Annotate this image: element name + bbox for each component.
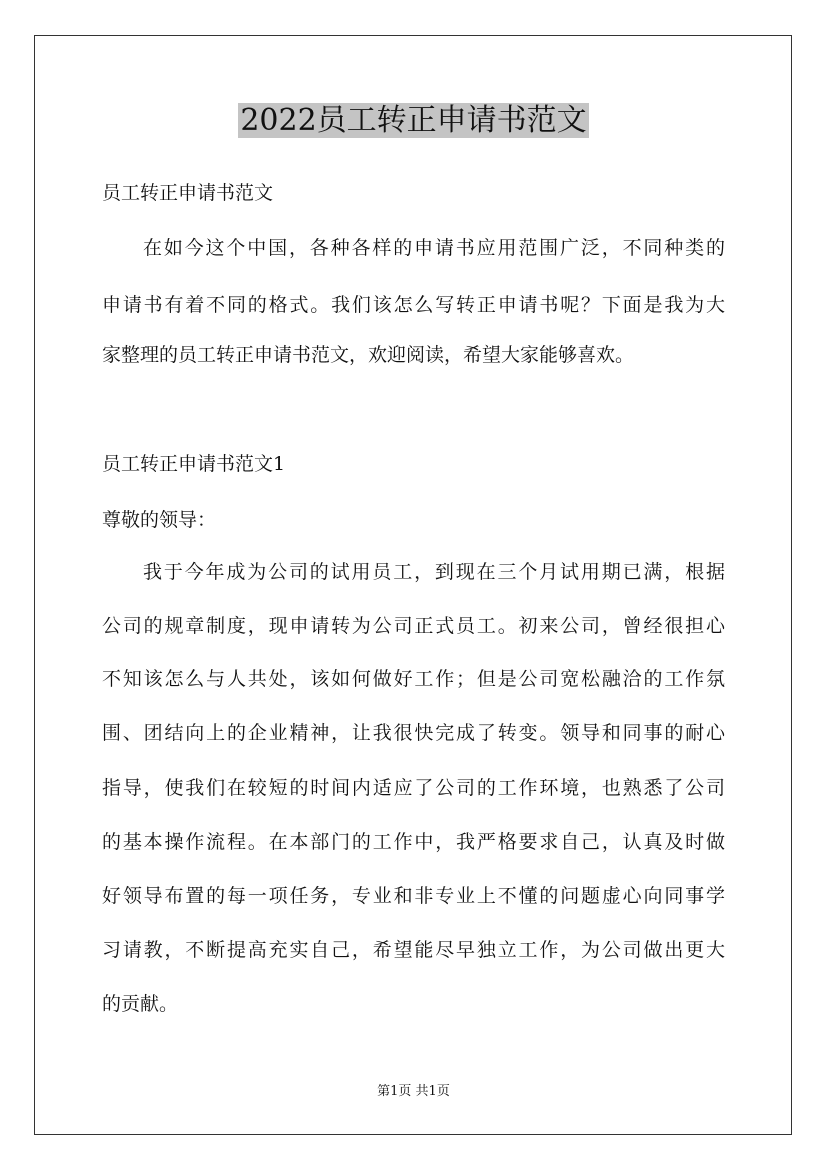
document-subtitle: 员工转正申请书范文 bbox=[102, 182, 274, 204]
document-title bbox=[0, 100, 827, 142]
salutation: 尊敬的领导： bbox=[102, 509, 217, 531]
body-line-5: 指导，使我们在较短的时间内适应了公司的工作环境，也熟悉了公司 bbox=[102, 777, 725, 799]
body-line-4: 围、团结向上的企业精神，让我很快完成了转变。领导和同事的耐心 bbox=[102, 722, 725, 744]
section-heading: 员工转正申请书范文1 bbox=[102, 453, 286, 475]
body-line-2: 公司的规章制度，现申请转为公司正式员工。初来公司，曾经很担心 bbox=[102, 615, 725, 637]
intro-line-2: 申请书有着不同的格式。我们该怎么写转正申请书呢？下面是我为大 bbox=[102, 294, 725, 316]
body-line-7: 好领导布置的每一项任务，专业和非专业上不懂的问题虚心向同事学 bbox=[102, 885, 725, 907]
body-line-8: 习请教，不断提高充实自己，希望能尽早独立工作，为公司做出更大 bbox=[102, 939, 725, 961]
intro-line-3: 家整理的员工转正申请书范文，欢迎阅读，希望大家能够喜欢。 bbox=[102, 344, 635, 366]
body-line-1: 我于今年成为公司的试用员工，到现在三个月试用期已满，根据 bbox=[143, 561, 725, 583]
body-line-6: 的基本操作流程。在本部门的工作中，我严格要求自己，认真及时做 bbox=[102, 831, 725, 853]
body-line-9: 的贡献。 bbox=[102, 993, 179, 1015]
body-line-3: 不知该怎么与人共处，该如何做好工作；但是公司宽松融洽的工作氛 bbox=[102, 668, 725, 690]
page-number-footer: 第1页 共1页 bbox=[377, 1084, 450, 1099]
document-title-text: 2022员工转正申请书范文 bbox=[240, 103, 587, 138]
intro-line-1: 在如今这个中国，各种各样的申请书应用范围广泛，不同种类的 bbox=[143, 237, 725, 259]
